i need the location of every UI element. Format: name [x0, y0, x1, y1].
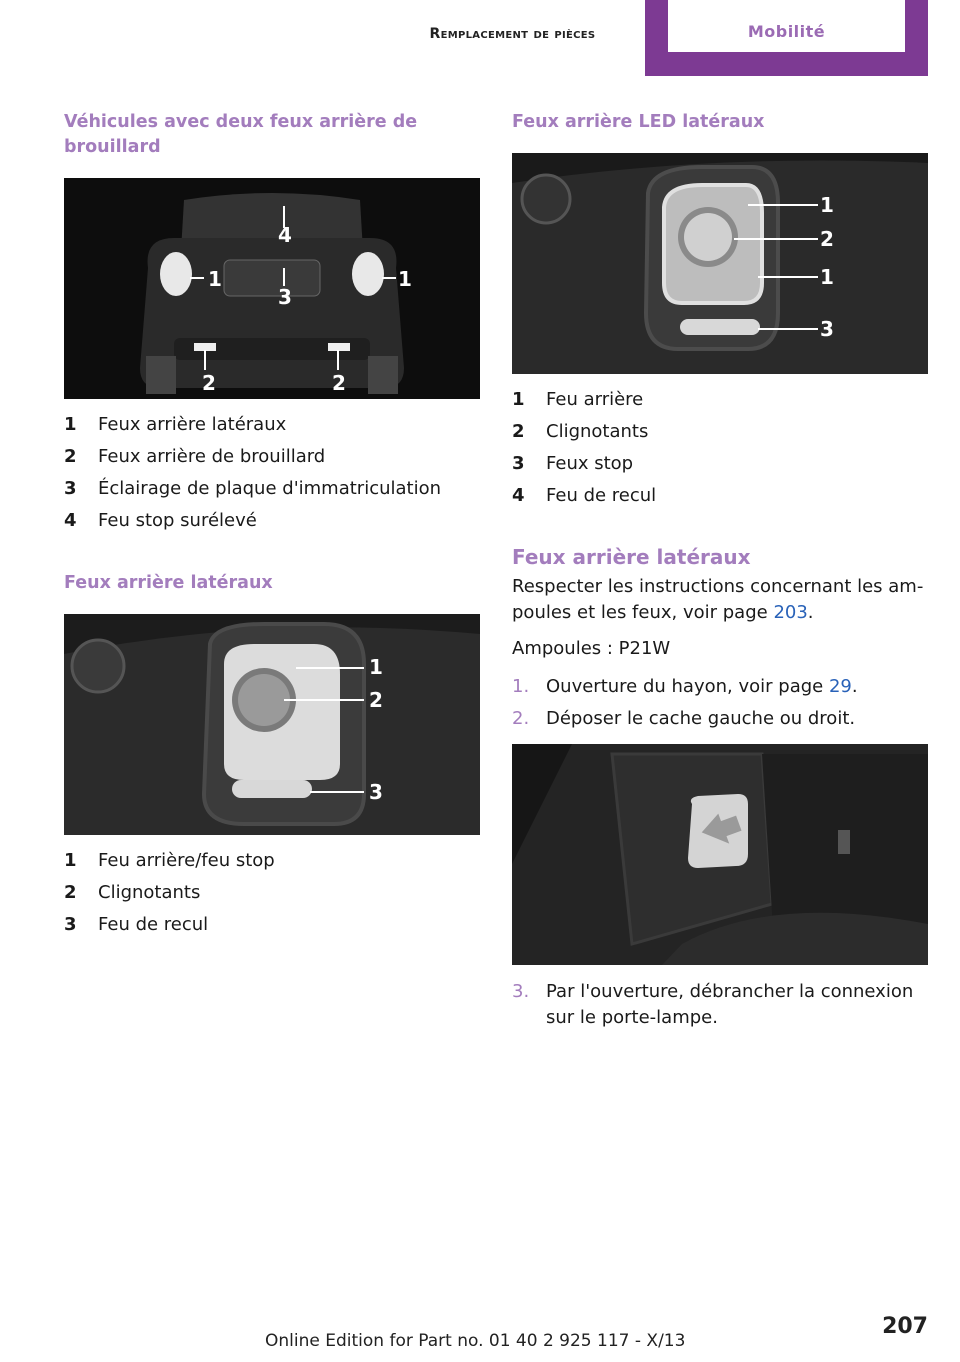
steps-list-continued	[512, 979, 928, 1031]
paragraph-bulbs: Ampoules : P21W	[512, 638, 671, 659]
legend-led-lights	[512, 384, 928, 512]
page-number: 207	[882, 1314, 928, 1339]
right-column	[512, 110, 928, 1037]
callout-2: 2	[820, 227, 834, 251]
callout-2-left: 2	[202, 371, 216, 395]
led-light-illustration	[512, 153, 928, 374]
step-item: 1. Ouverture du hayon, voir page 29.	[512, 676, 858, 697]
legend-item: 4 Feu stop surélevé	[64, 510, 257, 531]
legend-item: 2 Feux arrière de brouillard	[64, 446, 326, 467]
page-link-29[interactable]: 29	[828, 676, 852, 697]
section-title-fog-lights: Véhicules avec deux feux arrière de brouillard	[64, 112, 418, 157]
callout-2: 2	[369, 688, 383, 712]
callout-1-bottom: 1	[820, 265, 834, 289]
footer-edition: Online Edition for Part no. 01 40 2 925 117 - X/13	[265, 1331, 686, 1351]
paragraph-instructions: Respecter les instructions concernant les ampoules et les feux, voir page 203.	[512, 576, 924, 623]
legend-fog-lights	[64, 409, 480, 537]
callout-4: 4	[278, 223, 292, 247]
chapter-tab	[645, 0, 928, 76]
callout-1-top: 1	[820, 193, 834, 217]
legend-item: 4 Feu de recul	[512, 485, 657, 506]
figure-side-lights	[64, 614, 480, 835]
callout-3: 3	[820, 317, 834, 341]
legend-item: 3 Feu de recul	[64, 914, 209, 935]
page-link-203[interactable]: 203	[773, 602, 808, 623]
section-title-replace-side-lights: Feux arrière latéraux	[512, 545, 751, 569]
section-title-led-lights: Feux arrière LED latéraux	[512, 112, 765, 132]
chapter-tab-label: Mobilité	[747, 22, 826, 41]
legend-item: 1 Feux arrière latéraux	[64, 414, 287, 435]
legend-item: 2 Clignotants	[64, 882, 201, 903]
car-rear-illustration	[64, 178, 480, 399]
step-item: 2. Déposer le cache gauche ou droit.	[512, 708, 856, 729]
legend-item: 1 Feu arrière	[512, 389, 644, 410]
callout-2-right: 2	[332, 371, 346, 395]
callout-3: 3	[278, 285, 292, 309]
callout-3: 3	[369, 780, 383, 804]
legend-item: 2 Clignotants	[512, 421, 649, 442]
step-item: 3. Par l'ouverture, débrancher la connexion sur le porte-lampe.	[512, 981, 914, 1028]
figure-trunk-cover	[512, 744, 928, 965]
legend-item: 1 Feu arrière/feu stop	[64, 850, 275, 871]
callout-1: 1	[369, 655, 383, 679]
running-header-chapter: Remplacement de pièces	[429, 26, 596, 42]
callout-1-left: 1	[208, 267, 222, 291]
legend-item: 3 Feux stop	[512, 453, 634, 474]
legend-item: 3 Éclairage de plaque d'immatriculation	[64, 478, 442, 499]
left-column	[64, 110, 480, 941]
figure-led-lights	[512, 153, 928, 374]
figure-rear-fog-lights	[64, 178, 480, 399]
trunk-illustration	[512, 744, 928, 965]
side-light-illustration	[64, 614, 480, 835]
legend-side-lights	[64, 845, 480, 941]
steps-list	[512, 674, 928, 732]
section-title-side-lights: Feux arrière latéraux	[64, 573, 273, 593]
callout-1-right: 1	[398, 267, 412, 291]
